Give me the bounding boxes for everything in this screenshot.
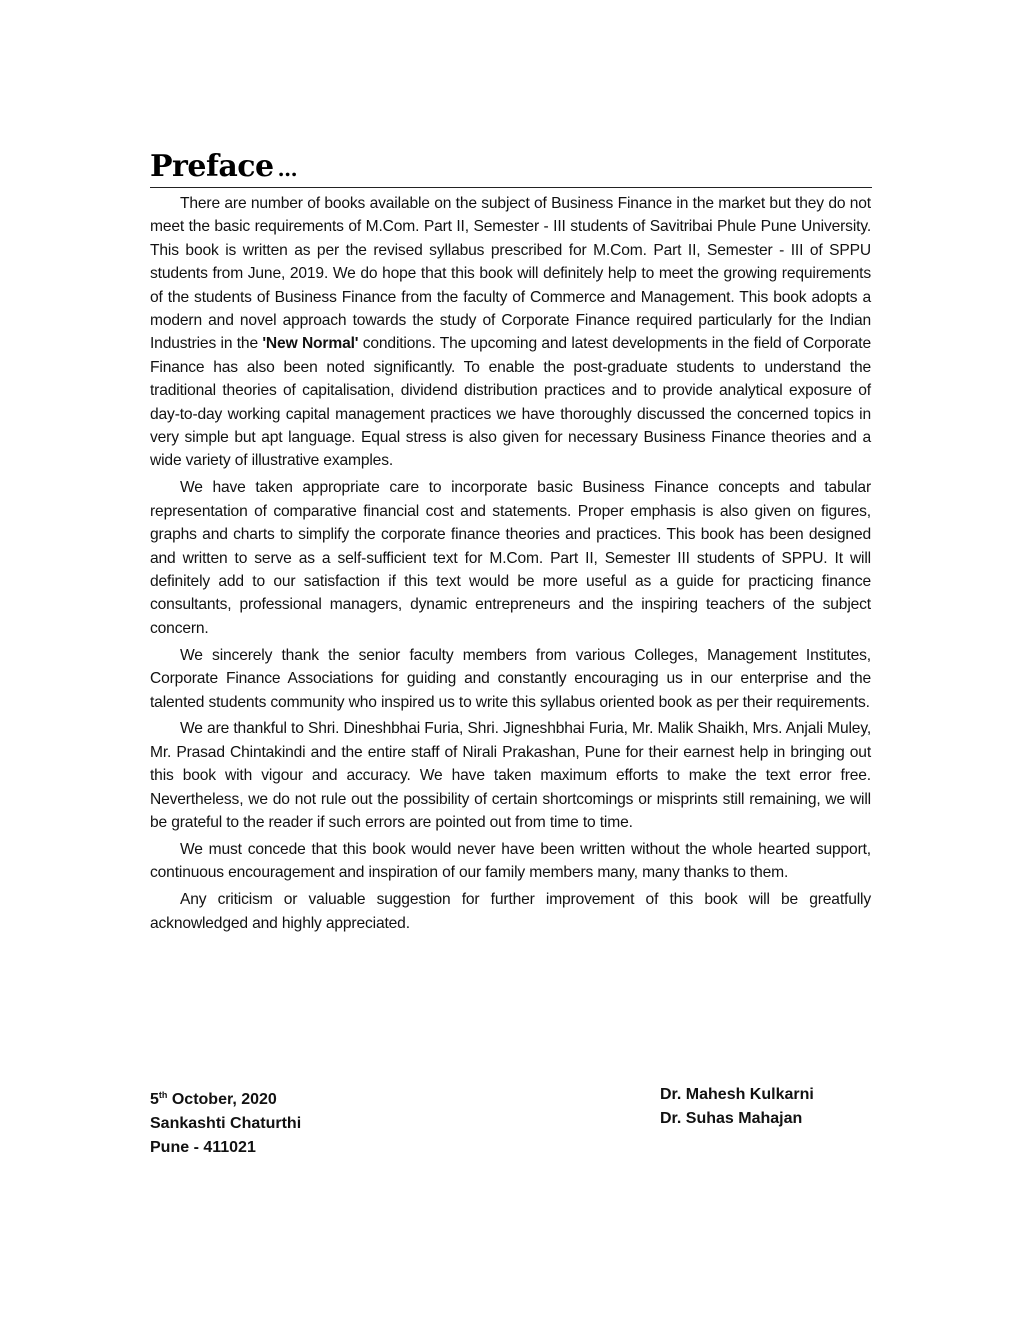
page-title	[150, 148, 871, 186]
paragraph-1	[150, 192, 871, 473]
paragraph-6: Any criticism or valuable suggestion for further improvement of this book will be greatfully acknowledged and highly appreciated.	[150, 891, 871, 932]
title-divider	[150, 187, 872, 188]
date-place-block	[150, 1083, 301, 1160]
paragraph-2: We have taken appropriate care to incorporate basic Business Finance concepts and tabular representation of comparative financial cost and statements. Proper emphasis is also given on figures, graphs and charts to simplify the corporate finance theories and practices. This book has been designed and written to serve as a self-sufficient text for M.Com. Part II, Semester III students of SPPU. It will definitely add to our satisfaction if this text would be more useful as a guide for practicing finance consultants, professional managers, dynamic entrepreneurs and the inspiring teachers of the subject concern.	[150, 479, 871, 637]
new-normal-emphasis: 'New Normal'	[262, 335, 359, 353]
paragraph-4: We are thankful to Shri. Dineshbhai Furia, Shri. Jigneshbhai Furia, Mr. Malik Shaikh, Mrs. Anjali Muley, Mr. Prasad Chintakindi and the entire staff of Nirali Prakashan, Pune for their earnest help in bringing out this book with vigour and accuracy. We have taken maximum efforts to make the text error free. Nevertheless, we do not rule out the possibility of certain shortcomings or misprints still remaining, we will be grateful to the reader if such errors are pointed out from time to time.	[150, 720, 871, 832]
place-line: Pune - 411021	[150, 1139, 256, 1156]
paragraph-1-text-a: There are number of books available on the subject of Business Finance in the market but they do not meet the basic requirements of M.Com. Part II, Semester - III students of Savitribai Phule Pune University. This book is written as per the revised syllabus prescribed for M.Com. Part II, Semester - III of SPPU students from June, 2019. We do hope that this book will definitely help to meet the growing requirements of the students of Business Finance from the faculty of Commerce and Management. This book adopts a modern and novel approach towards the study of Corporate Finance required particularly for the Indian Industries in the	[150, 195, 871, 353]
date-line	[150, 1083, 301, 1112]
date-rest: October, 2020	[167, 1091, 277, 1108]
paragraph-1-text-b: conditions. The upcoming and latest developments in the field of Corporate Finance has also been noted significantly. To enable the post-graduate students to understand the traditional theories of capitalisation, dividend distribution practices and to provide analytical exposure of day-to-day working capital management practices we have thoroughly discussed the concerned topics in very simple but apt language. Equal stress is also given for necessary Business Finance theories and a wide variety of illustrative examples.	[150, 335, 871, 470]
paragraph-5: We must concede that this book would never have been written without the whole hearted support, continuous encouragement and inspiration of our family members many, many thanks to them.	[150, 840, 871, 882]
authors-block	[660, 1083, 814, 1131]
occasion-line: Sankashti Chaturthi	[150, 1115, 302, 1132]
preface-body	[150, 192, 871, 935]
author-1: Dr. Mahesh Kulkarni	[660, 1086, 814, 1103]
author-2: Dr. Suhas Mahajan	[660, 1110, 803, 1127]
date-suffix: th	[158, 1090, 168, 1100]
title-ellipsis: ...	[277, 157, 298, 181]
paragraph-3: We sincerely thank the senior faculty members from various Colleges, Management Institutes, Corporate Finance Associations for guiding and constantly encouraging us in our enterprise and the talented students community who inspired us to write this syllabus oriented book as per their requirements.	[150, 646, 871, 711]
preface-page	[150, 148, 871, 939]
date-day: 5	[150, 1091, 159, 1108]
title-text: Preface	[150, 149, 274, 184]
